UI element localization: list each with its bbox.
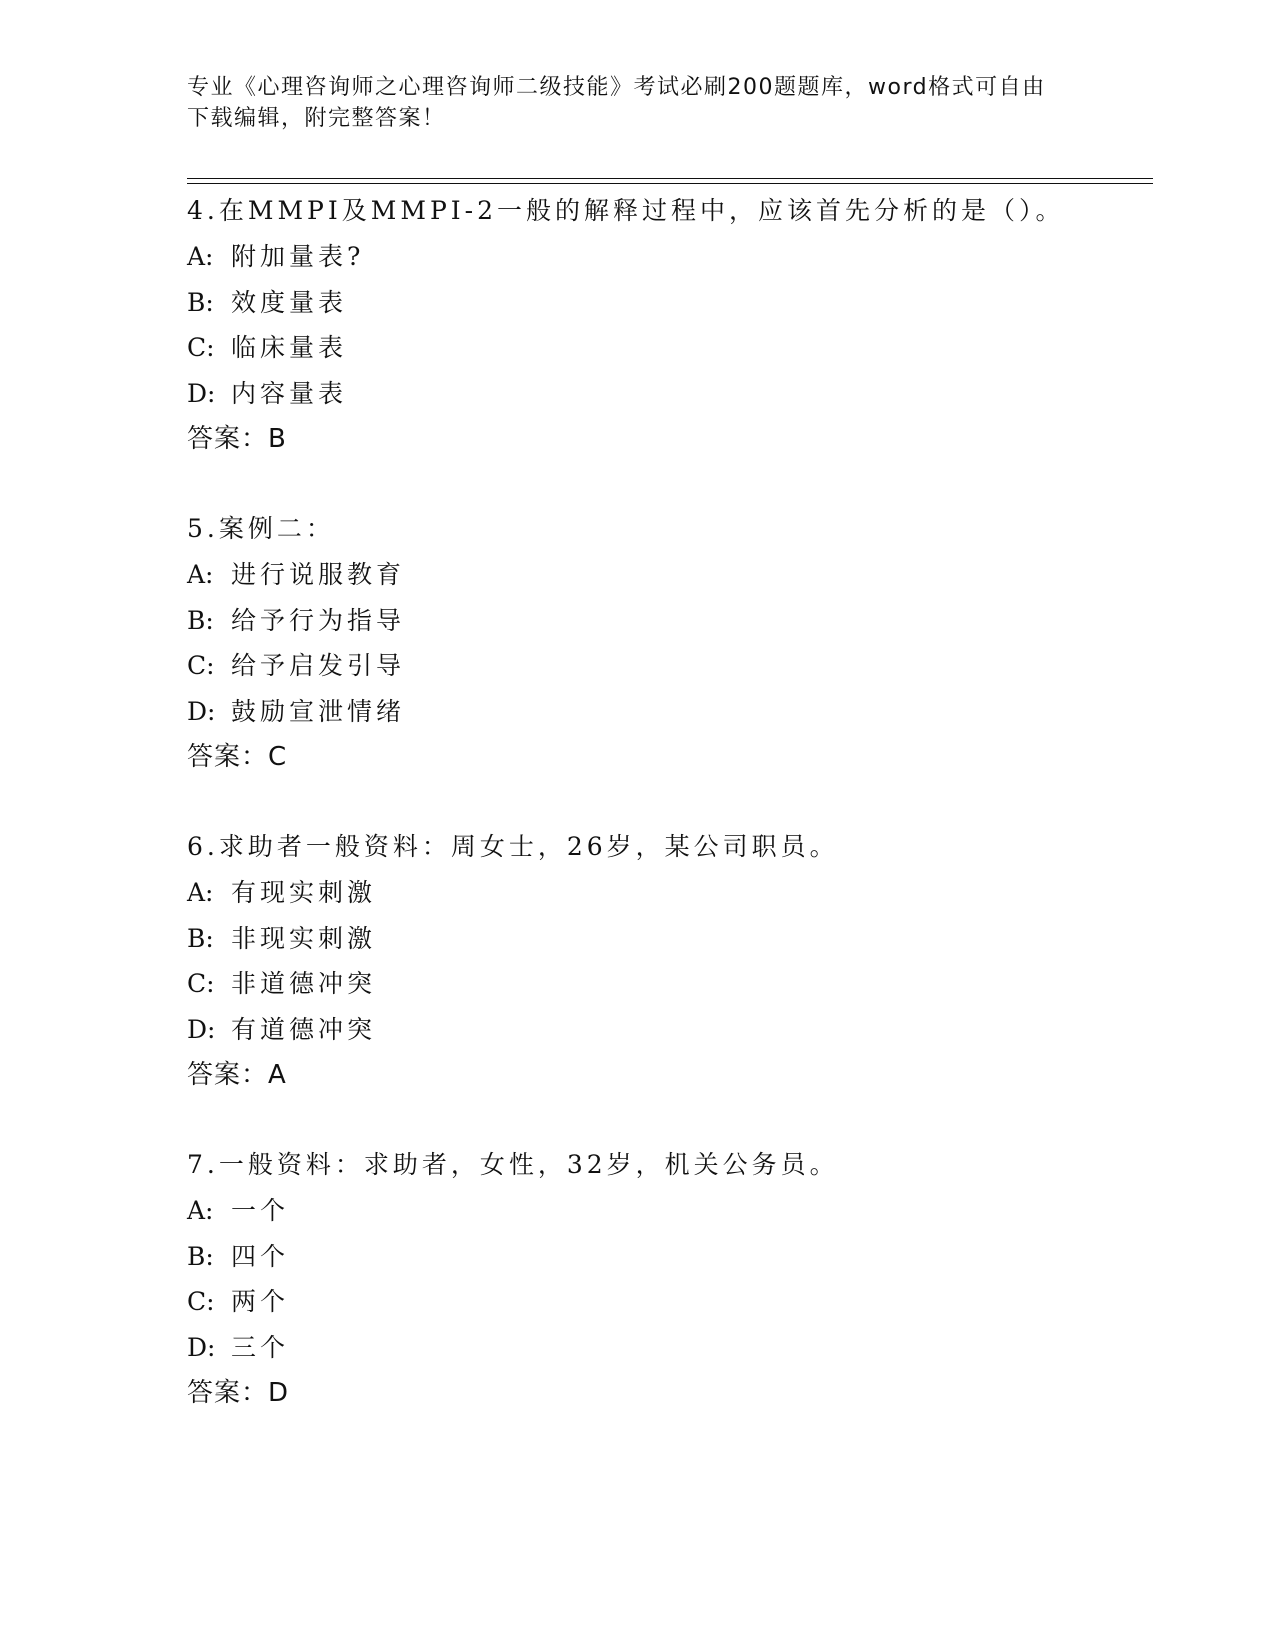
- option-d: [187, 1325, 1147, 1371]
- question-6: [187, 824, 1147, 1098]
- option-d: [187, 1007, 1147, 1053]
- answer-value: B: [268, 424, 287, 454]
- option-letter: A:: [187, 1196, 214, 1225]
- option-text: 内容量表: [231, 378, 348, 408]
- question-5: [187, 506, 1147, 780]
- option-b: [187, 280, 1147, 326]
- option-letter: C:: [187, 969, 215, 998]
- option-letter: D:: [187, 1014, 216, 1044]
- option-b: [187, 1234, 1147, 1280]
- option-text: 一个: [231, 1196, 290, 1225]
- option-letter: B:: [187, 923, 214, 953]
- option-a: [187, 234, 1147, 280]
- answer-value: C: [268, 742, 288, 772]
- answer-label: 答案：: [187, 424, 269, 454]
- answer-line: [187, 416, 1147, 462]
- option-text: 给予启发引导: [231, 651, 406, 680]
- option-text: 进行说服教育: [231, 560, 406, 589]
- option-letter: B:: [187, 1241, 214, 1271]
- option-text: 给予行为指导: [231, 605, 406, 635]
- option-text: 鼓励宣泄情绪: [231, 696, 406, 726]
- header-rule-top: [187, 178, 1153, 179]
- answer-value: D: [268, 1378, 290, 1408]
- answer-label: 答案：: [187, 742, 269, 772]
- question-7: [187, 1142, 1147, 1416]
- option-text: 附加量表?: [231, 242, 365, 271]
- option-letter: A:: [187, 560, 214, 589]
- answer-line: [187, 1052, 1147, 1098]
- option-b: [187, 598, 1147, 644]
- question-list: [187, 188, 1147, 1460]
- option-letter: D:: [187, 1332, 216, 1362]
- option-text: 有现实刺激: [231, 878, 377, 907]
- question-stem: 6.求助者一般资料：周女士，26岁，某公司职员。: [187, 832, 839, 861]
- option-a: [187, 1188, 1147, 1234]
- option-d: [187, 371, 1147, 417]
- option-letter: A:: [187, 878, 214, 907]
- option-text: 效度量表: [231, 287, 348, 317]
- option-b: [187, 916, 1147, 962]
- answer-line: [187, 734, 1147, 780]
- answer-label: 答案：: [187, 1378, 269, 1408]
- option-letter: D:: [187, 378, 216, 408]
- answer-value: A: [268, 1060, 287, 1090]
- option-letter: C:: [187, 651, 215, 680]
- option-text: 非道德冲突: [231, 969, 377, 998]
- option-d: [187, 689, 1147, 735]
- header-rule-bottom: [187, 183, 1153, 184]
- option-text: 有道德冲突: [231, 1014, 377, 1044]
- option-c: [187, 325, 1147, 371]
- option-letter: D:: [187, 696, 216, 726]
- option-letter: B:: [187, 287, 214, 317]
- option-letter: B:: [187, 605, 214, 635]
- option-c: [187, 1279, 1147, 1325]
- option-a: [187, 870, 1147, 916]
- option-letter: A:: [187, 242, 214, 271]
- answer-label: 答案：: [187, 1060, 269, 1090]
- option-text: 两个: [231, 1287, 290, 1316]
- option-text: 非现实刺激: [231, 923, 377, 953]
- option-text: 临床量表: [231, 333, 348, 362]
- answer-line: [187, 1370, 1147, 1416]
- page-header: 专业《心理咨询师之心理咨询师二级技能》考试必刷200题题库，word格式可自由下载编辑，附完整答案！: [187, 75, 1046, 131]
- question-stem: 4.在MMPI及MMPI-2一般的解释过程中，应该首先分析的是（）。: [187, 196, 1065, 225]
- option-letter: C:: [187, 333, 215, 362]
- question-4: [187, 188, 1147, 462]
- option-text: 三个: [231, 1332, 290, 1362]
- option-c: [187, 961, 1147, 1007]
- option-c: [187, 643, 1147, 689]
- question-stem: 7.一般资料：求助者，女性，32岁，机关公务员。: [187, 1150, 839, 1179]
- option-text: 四个: [231, 1241, 290, 1271]
- option-letter: C:: [187, 1287, 215, 1316]
- question-stem: 5.案例二：: [187, 514, 335, 543]
- option-a: [187, 552, 1147, 598]
